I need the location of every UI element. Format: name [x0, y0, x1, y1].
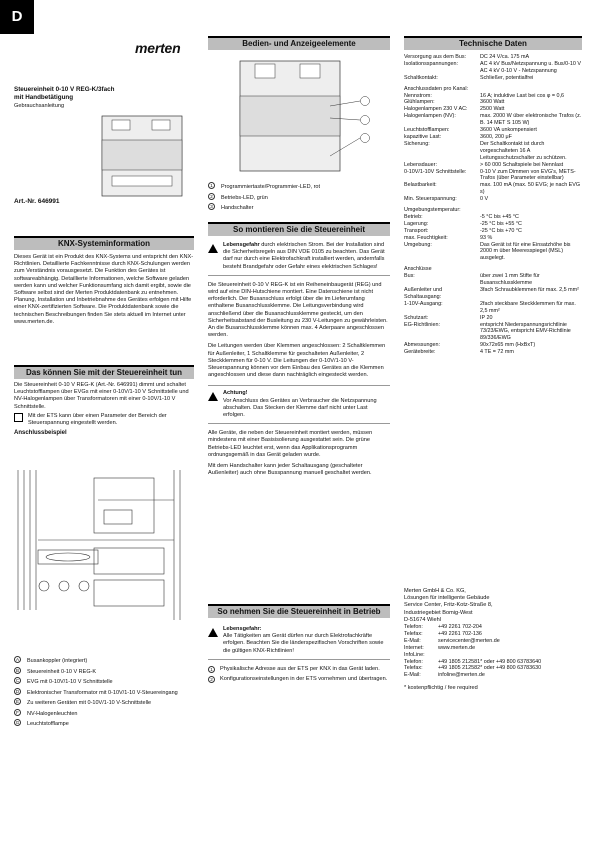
contact-row: [404, 652, 541, 659]
legend-marker: B: [15, 667, 19, 673]
tech-row: [404, 61, 582, 68]
legend-text: EVG mit 0-10V/1-10 V Schnittstelle: [27, 679, 113, 685]
company-block: [404, 588, 582, 692]
tech-row: [404, 93, 582, 100]
warning2-text: Vor Anschluss des Gerätes an Verbraucher die Netzspannung abschalten. Das Stecken der Klemme darf nicht unter Last erfolgen.: [223, 397, 377, 419]
product-header: [14, 86, 194, 110]
legend: [14, 656, 194, 730]
tech-key: Anschlussdaten pro Kanal:: [404, 85, 469, 92]
contact-value: infoline@merten.de: [438, 672, 485, 679]
betrieb-warning-text: Alle Tätigkeiten am Gerät dürfen nur durch Elektrofachkräfte erfolgen. Beachten Sie die länderspezifischen Vorschriften sowie die gültigen KNX-Richtlinien!: [223, 633, 384, 654]
tech-row: [404, 203, 582, 214]
tech-row: [404, 113, 582, 127]
montage-text-1: Die Steuereinheit 0-10 V REG-K ist ein Reiheneinbaugerät (REG) und wird auf eine DIN-Hutschiene montiert. Eine Datenschiene ist nicht erforderlich. Der Busanschluss erfolgt über die im Lieferumfang enthaltene Busanschlussklemme. Die Leitungsverbindung wird anschließend über die Busanschlussklemme gesteckt, um den Sicherheitsabstand der Busleitung zu 230 V-Leitungen zu gewährleisten. An die Busanschlussklemme können max. 4 Aderpaare angeschlossen werden.: [208, 281, 388, 339]
bedien-text: Programmiertaste/Programmier-LED, rot: [221, 184, 321, 190]
contact-value: servicecenter@merten.de: [438, 637, 500, 644]
legend-text: Leuchtstofflampe: [27, 721, 69, 727]
bedien-item: [208, 193, 390, 204]
betrieb-warning: [208, 626, 390, 660]
bedien-list: [208, 182, 390, 214]
tech-key: Lagerung:: [404, 220, 429, 227]
contact-key: E-Mail:: [404, 672, 421, 679]
step-text: Physikalische Adresse aus der ETS per KNX in das Gerät laden.: [220, 665, 380, 672]
legend-marker: E: [15, 699, 19, 704]
tech-value: max. 2000 W über elektronische Trafos (z. B. 14 MET S 105 W): [480, 113, 582, 127]
legend-text: NV-Halogenleuchten: [27, 710, 78, 717]
warning-icon: [208, 628, 218, 637]
tech-value: -5 °C bis +45 °C: [480, 213, 519, 220]
contact-row: [404, 645, 541, 652]
company-line: Merten GmbH & Co. KG,: [404, 588, 466, 594]
contact-value: +49 2261 702-136: [438, 630, 482, 637]
warning2-title: Achtung!: [223, 390, 248, 397]
contact-value: +49 2261 702-204: [438, 624, 482, 631]
kann-section: [14, 365, 194, 436]
tech-row: [404, 162, 582, 169]
controls-illustration: [230, 56, 380, 176]
tech-row: [404, 287, 582, 301]
tech-key: Nennstrom:: [404, 92, 432, 99]
tech-key: Lebensdauer:: [404, 161, 437, 168]
montage-text-2: Die Leitungen werden über Klemmen angeschlossen: 2 Schaltklemmen für Außenleiter, 1 Schaltklemme für geschalteten Außenleiter, 2 Steckklemmen für 0-10 V. Die Leitungen der 0-10V/1-10 V-Steuerspannung können vor dem Einbau des Gerätes an die Klemmen angeschlossen und diese dann nachträglich eingesteckt werden.: [208, 343, 386, 379]
step-marker: 2: [208, 676, 215, 683]
betrieb-step: [208, 666, 390, 673]
betrieb-heading: So nehmen Sie die Steuereinheit in Betrieb: [208, 604, 390, 618]
tech-key: Transport:: [404, 227, 429, 234]
tech-value: 93 %: [480, 234, 493, 241]
warning-title: Lebensgefahr: [223, 242, 260, 248]
kann-heading: Das können Sie mit der Steuereinheit tun: [14, 365, 194, 379]
product-title: Steuereinheit 0-10 V REG-K/3fach: [14, 86, 115, 93]
tech-row: [404, 141, 582, 162]
tech-value: 3600, 200 μF: [480, 133, 512, 140]
legend-marker: D: [15, 688, 20, 694]
knx-text: Dieses Gerät ist ein Produkt des KNX-Systems und entspricht den KNX-Richtlinien. Detaillierte Fachkenntnisse durch KNX-Schulungen werden zum Verständnis vorausgesetzt. Die Funktion des Gerätes ist softwareabhängig. Detaillierte Informationen, welche Software geladen werden kann und welcher Funktionsumfang sich damit ergibt, sowie die Software selbst sind der Merten Produktdatenbank zu entnehmen. Planung, Installation und Inbetriebnahme des Gerätes erfolgen mit Hilfe einer KNX-zertifizierten Software. Die Produktdatenbank sowie die technischen Beschreibungen finden Sie stets aktuell im Internet unter www.merten.de.: [14, 254, 194, 325]
tech-row: [404, 235, 582, 242]
knx-section: [14, 236, 194, 326]
montage-section: [208, 222, 390, 477]
tech-key: Halogenlampen (NV):: [404, 113, 456, 120]
note-icon: [14, 413, 23, 422]
tech-key: Schaltkontakt:: [404, 74, 438, 81]
bedien-item: [208, 182, 390, 193]
tech-key: Halogenlampen 230 V AC:: [404, 106, 468, 113]
legend-marker: A: [15, 657, 19, 662]
bedien-heading: Bedien- und Anzeigeelemente: [208, 36, 390, 50]
tech-key: Betrieb:: [404, 213, 423, 220]
tech-value: max. 100 mA (max. 50 EVG; je nach EVG s): [480, 182, 581, 196]
tech-row: [404, 221, 582, 228]
tech-value: 16 A; induktive Last bei cos φ = 0,6: [480, 92, 564, 99]
montage-warning-2: [208, 385, 390, 424]
tech-row: [404, 196, 582, 203]
tech-key: max. Feuchtigkeit:: [404, 234, 448, 241]
tech-row: [404, 54, 582, 61]
bedien-marker: 2: [208, 193, 215, 200]
betrieb-warning-title: Lebensgefahr:: [223, 626, 262, 632]
contact-key: Telefax:: [404, 665, 423, 672]
contact-key: Telefax:: [404, 630, 423, 637]
company-line: Lösungen für intelligente Gebäude: [404, 595, 490, 602]
legend-text: Elektronischer Transformator mit 0-10V/1-10 V-Steuereingang: [27, 689, 178, 696]
tech-value: AC 4 kV Bus/Netzspannung u. Bus/0-10 V: [480, 60, 581, 67]
footnote: * kostenpflichtig / fee required: [404, 685, 478, 692]
tech-key: 1-10V-Ausgang:: [404, 300, 443, 307]
contact-value: +49 1805 212581* oder +49 800 63783640: [438, 658, 542, 665]
bedien-text: Betriebs-LED, grün: [221, 194, 268, 201]
tech-key: Gerätebreite:: [404, 349, 436, 356]
contact-value: www.merten.de: [438, 644, 476, 651]
wiring-diagram: [14, 470, 194, 640]
step-text: Konfigurationseinstellungen in der ETS vornehmen und übertragen.: [220, 676, 388, 683]
betrieb-step: [208, 676, 390, 683]
contact-row: [404, 638, 541, 645]
knx-heading: KNX-Systeminformation: [14, 236, 194, 250]
product-title-2: mit Handbetätigung: [14, 94, 74, 101]
tech-value: über zwei 1 mm Stifte für Busanschlussklemme: [480, 273, 540, 287]
contact-row: [404, 624, 541, 631]
contact-value: +49 1805 212582* oder +49 800 63783630: [438, 665, 542, 672]
legend-item: [14, 719, 194, 730]
tech-key: Belastbarkeit:: [404, 182, 437, 189]
contact-key: InfoLine:: [404, 651, 425, 658]
tech-row: [404, 315, 582, 322]
company-line: Service Center, Fritz-Kotz-Straße 8,: [404, 602, 493, 609]
legend-item: [14, 709, 194, 720]
tech-row: [404, 349, 582, 356]
legend-item: [14, 656, 194, 667]
tech-value: 3600 Watt: [480, 99, 505, 106]
tech-value: 2500 Watt: [480, 106, 505, 113]
warning-text: durch elektrischen Strom. Bei der Installation sind die Sicherheitsregeln aus DIN VDE 0105 zu beachten. Das Gerät darf nur durch eine Elektrofachkraft installiert werden, andernfalls besteht Brandgefahr oder Gefahr eines elektrischen Schlages!: [223, 242, 385, 270]
legend-marker: C: [15, 678, 20, 683]
tech-value: 0-10 V zum Dimmen von EVG's, METS-Trafos (über Parameter einstellbar): [480, 168, 576, 182]
tech-key: Bus:: [404, 273, 415, 280]
tech-value: entspricht Niederspannungsrichtlinie 73/23/EWG, entspricht EMV-Richtlinie 89/336/EWG: [480, 321, 571, 342]
contact-key: Telefon:: [404, 658, 423, 665]
tech-key: Abmessungen:: [404, 342, 440, 349]
tech-row: [404, 262, 582, 273]
bedien-marker: 1: [208, 182, 215, 189]
tech-key: [404, 68, 480, 75]
company-line: D-51674 Wiehl: [404, 616, 441, 623]
tech-row: [404, 134, 582, 141]
tech-value: 90x72x65 mm (HxBxT): [480, 342, 536, 349]
contact-row: [404, 659, 541, 666]
tech-key: Umgebungstemperatur:: [404, 207, 461, 214]
legend-item: [14, 698, 194, 709]
tech-row: [404, 242, 582, 263]
montage-heading: So montieren Sie die Steuereinheit: [208, 222, 390, 236]
tech-row: [404, 228, 582, 235]
legend-item: [14, 667, 194, 678]
contact-key: Telefon:: [404, 624, 423, 631]
language-badge: D: [0, 0, 34, 34]
tech-value: Schließer, potentialfrei: [480, 74, 534, 81]
montage-warning: [208, 242, 390, 276]
betrieb-section: [208, 604, 390, 683]
tech-value: 2fach steckbare Steckklemmen für max. 2,5 mm²: [480, 300, 576, 314]
tech-row: [404, 127, 582, 134]
contact-value: [438, 652, 541, 659]
device-illustration: [92, 110, 192, 200]
tech-key: 0-10V/1-10V Schnittstelle:: [404, 168, 467, 175]
tech-row: [404, 273, 582, 287]
legend-item: [14, 688, 194, 699]
tech-value: Das Gerät ist für eine Einsatzhöhe bis 2000 m über Meeresspiegel (MSL) ausgelegt.: [480, 241, 571, 262]
tech-key: Isolationsspannungen:: [404, 60, 458, 67]
legend-marker: G: [15, 720, 20, 725]
tech-key: Sicherung:: [404, 140, 430, 147]
tech-value: Der Schaltkontakt ist durch vorgeschalteten 16 A Leitungsschutzschalter zu schützen.: [480, 140, 567, 161]
legend-text: Zu weiteren Geräten mit 0-10V/1-10 V-Schnittstelle: [27, 700, 152, 706]
tech-heading: Technische Daten: [404, 36, 582, 50]
tech-value: 4 TE = 72 mm: [480, 349, 514, 356]
tech-value: IP 20: [480, 314, 493, 321]
tech-value: -25 °C bis +55 °C: [480, 220, 522, 227]
montage-text-3: Alle Geräte, die neben der Steuereinheit montiert werden, müssen mindestens mit einer Basisisolierung ausgestattet sein. Die grüne Betriebs-LED leuchtet erst, wenn das Applikationsprogramm ordnungsgemäß in das Gerät geladen wurde.: [208, 430, 373, 458]
tech-row: [404, 75, 582, 82]
contact-row: [404, 665, 541, 672]
legend-marker: F: [14, 709, 21, 716]
tech-key: EG-Richtlinien:: [404, 321, 440, 328]
tech-value: AC 4 kV 0-10 V - Netzspannung: [480, 67, 557, 74]
tech-value: > 60 000 Schaltspiele bei Nennlast: [480, 161, 564, 168]
tech-row: [404, 99, 582, 106]
tech-key: Umgebung:: [404, 241, 432, 248]
bedien-text: Handschalter: [221, 205, 254, 211]
bedien-marker: 3: [208, 203, 215, 210]
tech-value: 3fach Schraubklemmen für max. 2,5 mm²: [480, 287, 579, 293]
kann-note-text: Mit der ETS kann über einen Parameter der Bereich der Steuerspannung eingestellt werden.: [28, 412, 167, 427]
contact-table: [404, 624, 541, 679]
step-marker: 1: [208, 666, 215, 673]
tech-key: Schutzart:: [404, 314, 429, 321]
tech-key: Leuchtstofflampen:: [404, 127, 450, 134]
tech-row: [404, 182, 582, 196]
kann-note: [14, 413, 194, 427]
tech-value: 3600 VA unkompensiert: [480, 127, 537, 134]
tech-row: [404, 106, 582, 113]
tech-row: [404, 301, 582, 315]
tech-key: Min. Steuerspannung:: [404, 196, 457, 203]
tech-value: 0 V: [480, 196, 489, 203]
tech-row: [404, 342, 582, 349]
tech-row: [404, 169, 582, 183]
warning-icon: [208, 244, 218, 253]
contact-row: [404, 672, 541, 679]
legend-text: Steuereinheit 0-10 V REG-K: [27, 668, 97, 675]
example-heading: Anschlussbeispiel: [14, 430, 67, 437]
tech-row: [404, 322, 582, 343]
tech-key: Außenleiter und Schaltausgang:: [404, 287, 443, 300]
tech-key: Glühlampen:: [404, 99, 435, 106]
warning-icon: [208, 392, 218, 401]
tech-value: -25 °C bis +70 °C: [480, 227, 522, 234]
legend-text: Busankoppler (integriert): [27, 658, 88, 664]
tech-key: Anschlüsse: [404, 266, 432, 273]
tech-row: [404, 68, 582, 75]
kann-text: Die Steuereinheit 0-10 V REG-K (Art.-Nr. 646991) dimmt und schaltet Leuchtstofflampen über EVGs mit einer 0-10V/1-10 V Schnittstelle und NV-Halogenlampen über Transformatoren mit einer 0-10V/1-10 V Schnittstelle.: [14, 382, 189, 410]
contact-row: [404, 631, 541, 638]
tech-value: DC 24 V/ca. 175 mA: [480, 54, 530, 60]
tech-key: Versorgung aus dem Bus:: [404, 54, 467, 60]
product-subtitle: Gebrauchsanleitung: [14, 103, 65, 109]
contact-key: E-Mail:: [404, 637, 421, 644]
montage-text-4: Mit dem Handschalter kann jeder Schaltausgang (geschalteter Außenleiter) auch ohne Busspannung manuell geschaltet werden.: [208, 463, 372, 477]
company-line: Industriegebiet Bomig-West: [404, 609, 473, 616]
article-number: Art.-Nr. 646991: [14, 198, 60, 205]
bedien-item: [208, 203, 390, 214]
brand-logo: merten: [135, 40, 181, 56]
tech-table: [404, 54, 582, 356]
tech-row: [404, 214, 582, 221]
tech-key: kapazitive Last:: [404, 133, 442, 140]
contact-key: Internet:: [404, 644, 424, 651]
tech-row: [404, 82, 582, 93]
legend-item: [14, 677, 194, 688]
